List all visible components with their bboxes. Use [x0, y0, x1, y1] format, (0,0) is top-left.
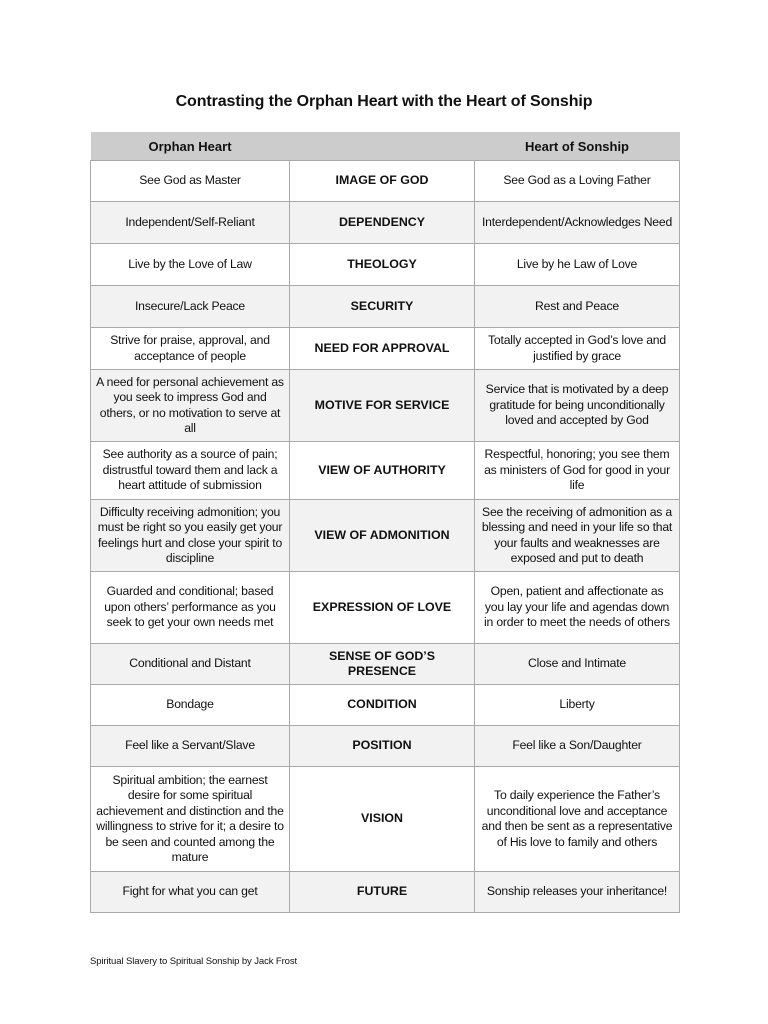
- table-row: [91, 572, 680, 644]
- sonship-cell: Service that is motivated by a deep gratitude for being unconditionally loved and accepted by God: [475, 370, 680, 442]
- table-row: [91, 500, 680, 572]
- aspect-cell: CONDITION: [290, 685, 475, 726]
- aspect-cell: VISION: [290, 767, 475, 872]
- aspect-cell: MOTIVE FOR SERVICE: [290, 370, 475, 442]
- table-row: [91, 244, 680, 286]
- sonship-cell: Feel like a Son/Daughter: [475, 726, 680, 767]
- aspect-cell: NEED FOR APPROVAL: [290, 328, 475, 370]
- sonship-cell: Totally accepted in God’s love and justified by grace: [475, 328, 680, 370]
- aspect-cell: THEOLOGY: [290, 244, 475, 286]
- orphan-cell: Fight for what you can get: [91, 872, 290, 913]
- sonship-cell: Liberty: [475, 685, 680, 726]
- sonship-cell: Interdependent/Acknowledges Need: [475, 202, 680, 244]
- table-row: [91, 286, 680, 328]
- header-aspect: [290, 132, 475, 161]
- orphan-cell: Live by the Love of Law: [91, 244, 290, 286]
- aspect-cell: SECURITY: [290, 286, 475, 328]
- sonship-cell: Open, patient and affectionate as you lay your life and agendas down in order to meet the needs of others: [475, 572, 680, 644]
- sonship-cell: See the receiving of admonition as a blessing and need in your life so that your faults and weaknesses are exposed and put to death: [475, 500, 680, 572]
- orphan-cell: Guarded and conditional; based upon others’ performance as you seek to get your own needs met: [91, 572, 290, 644]
- table-row: [91, 202, 680, 244]
- table-row: [91, 370, 680, 442]
- footer-citation: Spiritual Slavery to Spiritual Sonship by Jack Frost: [90, 956, 298, 967]
- page-title: Contrasting the Orphan Heart with the Heart of Sonship: [175, 93, 593, 110]
- orphan-cell: Strive for praise, approval, and acceptance of people: [91, 328, 290, 370]
- aspect-cell: FUTURE: [290, 872, 475, 913]
- orphan-cell: Feel like a Servant/Slave: [91, 726, 290, 767]
- table-row: [91, 644, 680, 685]
- table-row: [91, 872, 680, 913]
- orphan-cell: Insecure/Lack Peace: [91, 286, 290, 328]
- aspect-cell: POSITION: [290, 726, 475, 767]
- orphan-cell: Bondage: [91, 685, 290, 726]
- orphan-cell: Spiritual ambition; the earnest desire for some spiritual achievement and distinction and the willingness to strive for it; a desire to be seen and counted among the mature: [91, 767, 290, 872]
- sonship-cell: Rest and Peace: [475, 286, 680, 328]
- aspect-cell: DEPENDENCY: [290, 202, 475, 244]
- sonship-cell: Live by he Law of Love: [475, 244, 680, 286]
- header-orphan-heart: Orphan Heart: [91, 132, 290, 161]
- table-row: [91, 442, 680, 500]
- orphan-cell: Independent/Self-Reliant: [91, 202, 290, 244]
- comparison-table: [90, 132, 680, 913]
- table-row: [91, 685, 680, 726]
- orphan-cell: A need for personal achievement as you seek to impress God and others, or no motivation to serve at all: [91, 370, 290, 442]
- sonship-cell: Sonship releases your inheritance!: [475, 872, 680, 913]
- sonship-cell: See God as a Loving Father: [475, 161, 680, 202]
- orphan-cell: See God as Master: [91, 161, 290, 202]
- aspect-cell: EXPRESSION OF LOVE: [290, 572, 475, 644]
- aspect-cell: VIEW OF AUTHORITY: [290, 442, 475, 500]
- orphan-cell: Conditional and Distant: [91, 644, 290, 685]
- sonship-cell: Respectful, honoring; you see them as ministers of God for good in your life: [475, 442, 680, 500]
- header-heart-of-sonship: Heart of Sonship: [475, 132, 680, 161]
- table-row: [91, 161, 680, 202]
- sonship-cell: To daily experience the Father’s unconditional love and acceptance and then be sent as a representative of His love to family and others: [475, 767, 680, 872]
- aspect-cell: IMAGE OF GOD: [290, 161, 475, 202]
- table-row: [91, 767, 680, 872]
- orphan-cell: Difficulty receiving admonition; you must be right so you easily get your feelings hurt and close your spirit to discipline: [91, 500, 290, 572]
- aspect-cell: SENSE OF GOD’S PRESENCE: [290, 644, 475, 685]
- table-row: [91, 726, 680, 767]
- table-row: [91, 328, 680, 370]
- sonship-cell: Close and Intimate: [475, 644, 680, 685]
- orphan-cell: See authority as a source of pain; distrustful toward them and lack a heart attitude of submission: [91, 442, 290, 500]
- header-row: [91, 132, 680, 161]
- aspect-cell: VIEW OF ADMONITION: [290, 500, 475, 572]
